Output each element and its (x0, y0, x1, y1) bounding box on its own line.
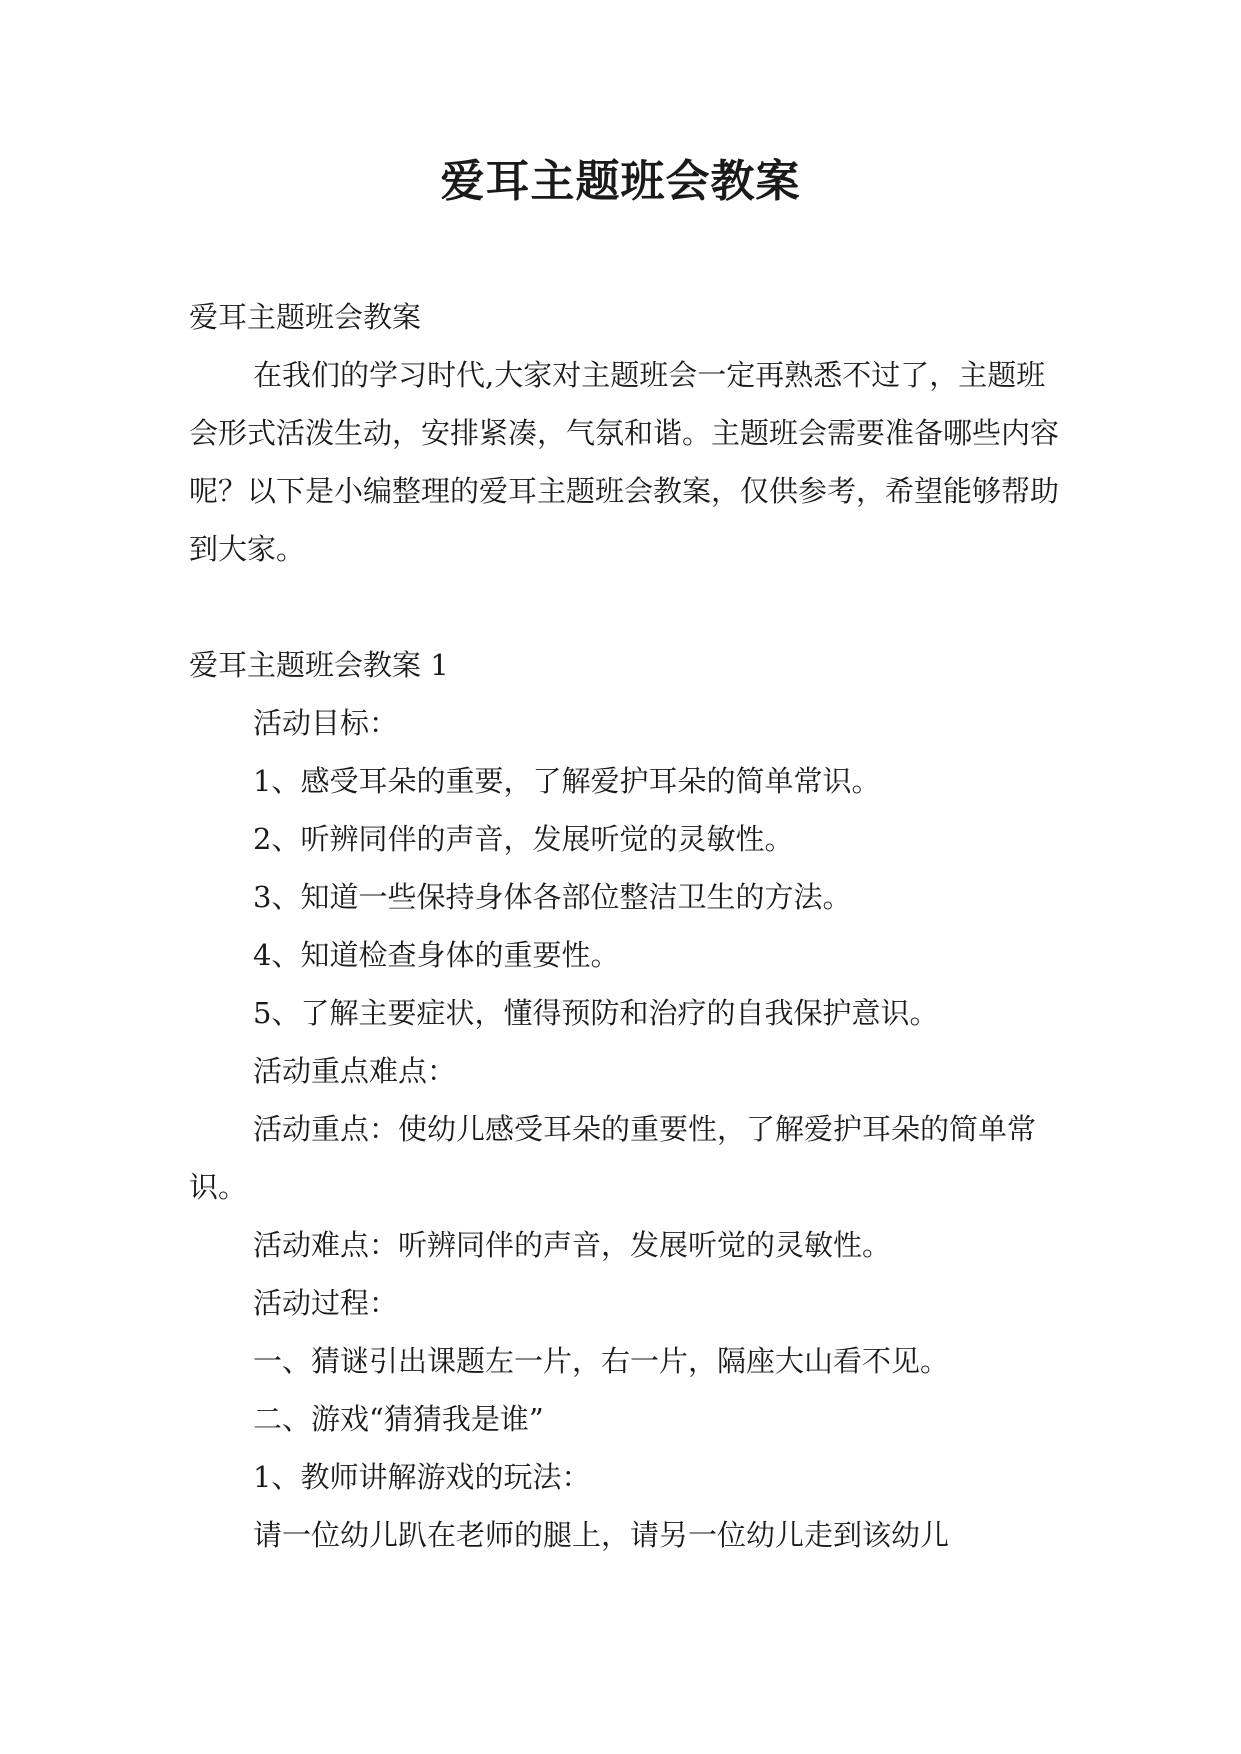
paragraph-spacer (189, 578, 1069, 636)
goal-item: 5、了解主要症状，懂得预防和治疗的自我保护意识。 (253, 996, 939, 1030)
process-step: 1、教师讲解游戏的玩法： (253, 1460, 591, 1494)
process-step: 一、猜谜引出课题左一片，右一片，隔座大山看不见。 (253, 1344, 950, 1378)
document-title: 爱耳主题班会教案 (440, 156, 801, 207)
goal-item: 2、听辨同伴的声音，发展听觉的灵敏性。 (253, 822, 794, 856)
process-step: 二、游戏“猜猜我是谁” (253, 1402, 544, 1436)
goal-item: 1、感受耳朵的重要，了解爱护耳朵的简单常识。 (253, 764, 881, 798)
process-step: 请一位幼儿趴在老师的腿上，请另一位幼儿走到该幼儿 (253, 1518, 950, 1552)
document-subtitle: 爱耳主题班会教案 (189, 300, 422, 334)
intro-paragraph: 在我们的学习时代,大家对主题班会一定再熟悉不过了，主题班会形式活泼生动，安排紧凑，气氛和谐。主题班会需要准备哪些内容呢？以下是小编整理的爱耳主题班会教案，仅供参考，希望能够帮助到大家。 (189, 358, 1060, 566)
key-point: 活动重点：使幼儿感受耳朵的重要性，了解爱护耳朵的简单常识。 (189, 1112, 1037, 1204)
goal-item: 4、知道检查身体的重要性。 (253, 938, 620, 972)
goal-item: 3、知道一些保持身体各部位整洁卫生的方法。 (253, 880, 852, 914)
document-body (189, 288, 1069, 1564)
key-label: 活动重点难点： (253, 1054, 457, 1088)
section-heading: 爱耳主题班会教案 1 (189, 648, 449, 682)
difficulty-point: 活动难点：听辨同伴的声音，发展听觉的灵敏性。 (253, 1228, 892, 1262)
goals-label: 活动目标： (253, 706, 399, 740)
process-label: 活动过程： (253, 1286, 399, 1320)
